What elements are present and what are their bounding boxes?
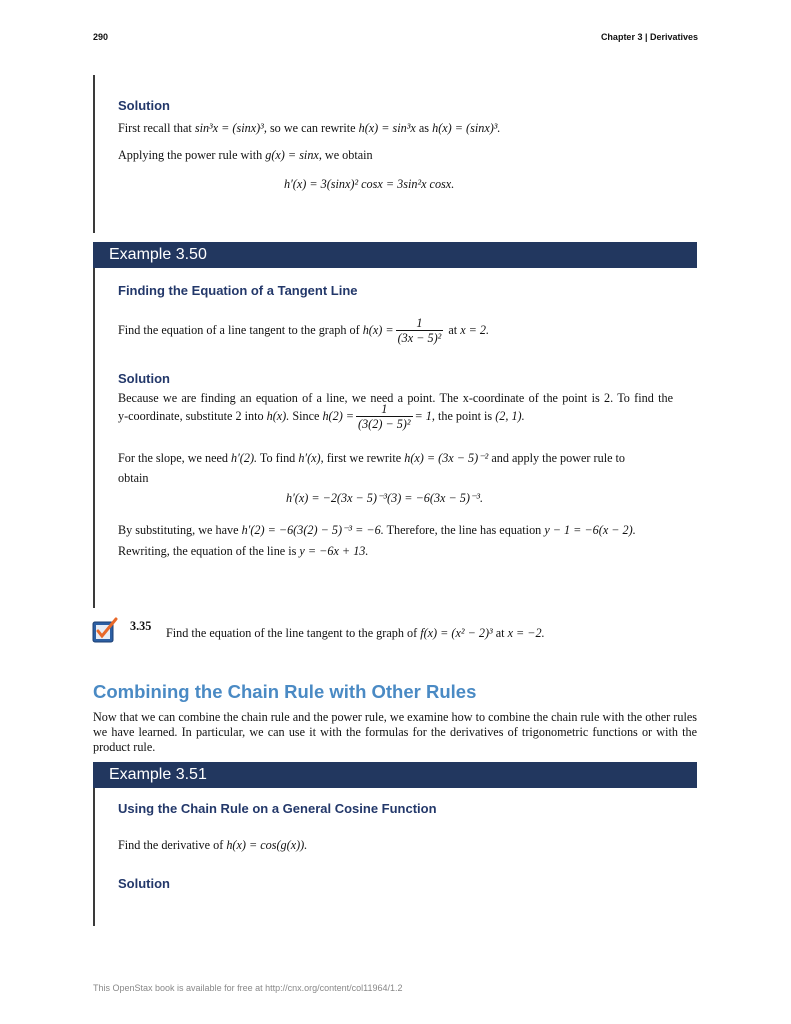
solution-heading: Solution — [118, 98, 170, 113]
example-title: Using the Chain Rule on a General Cosine Function — [118, 801, 437, 816]
display-equation: h′(x) = −2(3x − 5)⁻³(3) = −6(3x − 5)⁻³. — [286, 491, 484, 505]
checkpoint-problem — [166, 626, 545, 641]
section-title: Combining the Chain Rule with Other Rules — [93, 681, 477, 702]
math: y − 1 = −6(x − 2). — [544, 523, 636, 537]
text: To find — [257, 451, 299, 465]
text: Since — [289, 408, 323, 423]
text: By substituting, we have — [118, 523, 242, 537]
example-side-rule — [93, 788, 95, 926]
denominator: (3x − 5)² — [397, 331, 442, 345]
denominator: (3(2) − 5)² — [358, 417, 411, 431]
text: Find the equation of a line tangent to the graph of — [118, 322, 363, 337]
footer-note: This OpenStax book is available for free at http://cnx.org/content/col11964/1.2 — [93, 983, 403, 993]
math: x = 2. — [460, 322, 490, 337]
math: sin³x = (sinx)³, — [194, 121, 267, 135]
text: First recall that — [118, 121, 195, 135]
text: so we can rewrite — [266, 121, 359, 135]
math: h(2) = — [322, 408, 355, 423]
example-title: Finding the Equation of a Tangent Line — [118, 283, 358, 298]
display-equation: h′(x) = 3(sinx)² cosx = 3sin²x cosx. — [284, 177, 455, 191]
text: we obtain — [321, 148, 373, 162]
solution-heading: Solution — [118, 876, 170, 891]
text: Rewriting, the equation of the line is — [118, 544, 300, 558]
example-banner — [93, 242, 697, 268]
solution-line — [118, 451, 625, 466]
checkpoint-checkbox-icon — [92, 617, 118, 643]
text: Find the derivative of — [118, 838, 227, 852]
math: h(x) = (sinx)³. — [432, 121, 501, 135]
solution-line — [118, 523, 636, 538]
solution-line — [118, 402, 525, 432]
text: and apply the power rule to — [488, 451, 626, 465]
math: h(x) = (3x − 5)⁻² — [404, 451, 489, 465]
math: h(x) = cos(g(x)). — [226, 838, 308, 852]
math: = 1, — [414, 408, 435, 423]
solution-text: obtain — [118, 471, 149, 485]
numerator: 1 — [396, 316, 444, 331]
math: f(x) = (x² − 2)³ — [420, 626, 493, 640]
example-side-rule — [93, 268, 95, 608]
problem-statement — [118, 316, 489, 346]
example-label: Example 3.50 — [109, 246, 207, 263]
math: h′(2). — [231, 451, 258, 465]
numerator: 1 — [356, 402, 413, 417]
section-paragraph: Now that we can combine the chain rule and the power rule, we examine how to combine the chain rule with the other rules we have learned. In particular, we can use it with the formulas for the derivatives of trigonometric functions or with the product rule. — [93, 710, 697, 754]
text: as — [415, 121, 433, 135]
math: h′(2) = −6(3(2) − 5)⁻³ = −6. — [241, 523, 384, 537]
text: Therefore, the line has equation — [383, 523, 545, 537]
math: h(x). — [266, 408, 290, 423]
math: y = −6x + 13. — [299, 544, 369, 558]
problem-statement — [118, 838, 307, 853]
math: x = −2. — [507, 626, 545, 640]
example-banner — [93, 762, 697, 788]
solution-line — [118, 148, 373, 163]
solution-line — [118, 544, 368, 559]
fraction — [356, 402, 413, 432]
solution-line — [118, 121, 500, 136]
math: h(x) = — [362, 322, 394, 337]
text: the point is — [434, 408, 496, 423]
example-label: Example 3.51 — [109, 766, 207, 783]
fraction — [396, 316, 444, 346]
text: at — [492, 626, 508, 640]
checkpoint-number: 3.35 — [130, 619, 152, 633]
math: g(x) = sinx, — [265, 148, 322, 162]
text: For the slope, we need — [118, 451, 232, 465]
text: at — [445, 322, 461, 337]
math: (2, 1). — [495, 408, 525, 423]
text: first we rewrite — [323, 451, 405, 465]
text: Find the equation of the line tangent to the graph of — [166, 626, 421, 640]
text: Applying the power rule with — [118, 148, 266, 162]
example-side-rule — [93, 75, 95, 233]
page-number: 290 — [93, 32, 109, 42]
chapter-header: Chapter 3 | Derivatives — [600, 32, 698, 42]
solution-text: Because we are finding an equation of a line, we need a point. The x-coordinate of the point is 2. To find the — [118, 391, 673, 405]
solution-heading: Solution — [118, 371, 170, 386]
math: h(x) = sin³x — [358, 121, 416, 135]
math: h′(x), — [298, 451, 324, 465]
text: y-coordinate, substitute 2 into — [118, 408, 267, 423]
